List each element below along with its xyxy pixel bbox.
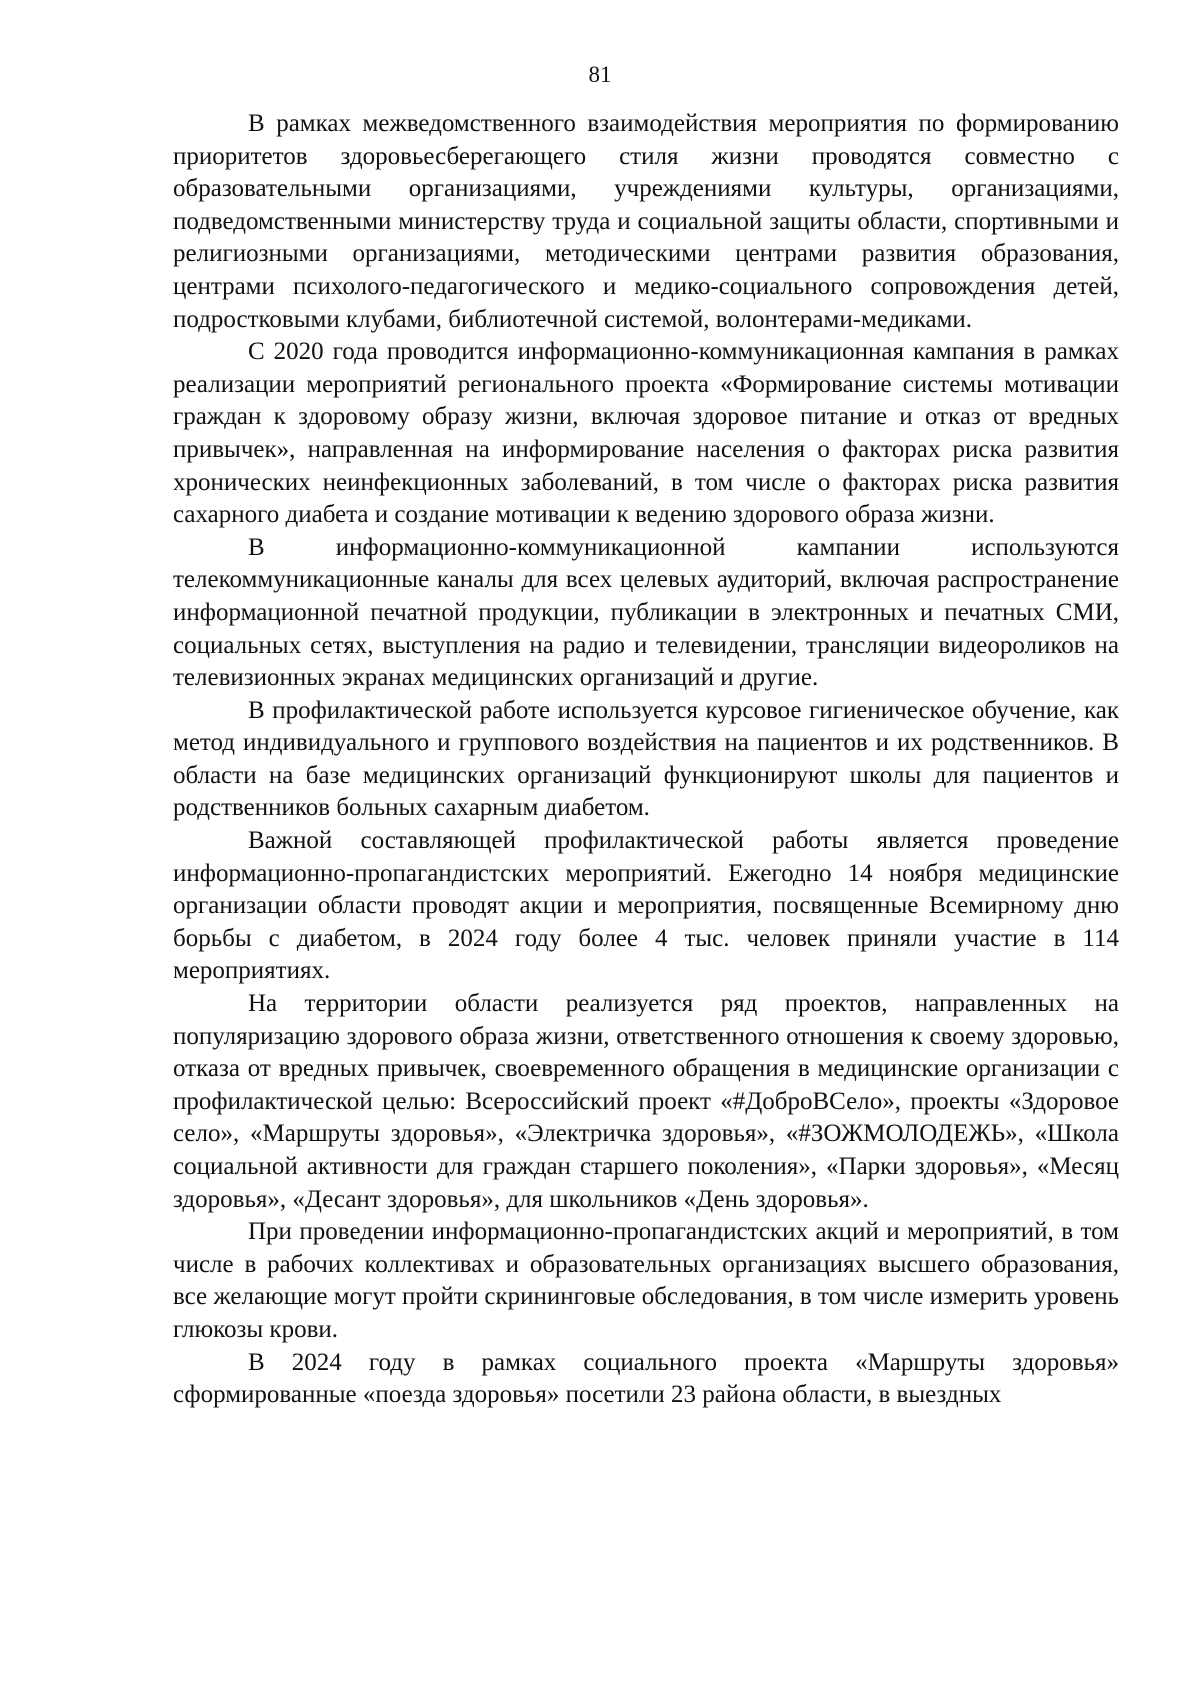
paragraph-hygienic-training: В профилактической работе используется курсовое гигиеническое обучение, как метод индивидуального и группового воздействия на пациентов и их родственников. В области на базе медицинских организаций функционируют школы для пациентов и родственников больных сахарным диабетом. (173, 696, 1119, 822)
paragraph-communication-channels: В информационно-коммуникационной кампании используются телекоммуникационные каналы для всех целевых аудиторий, включая распространение информационной печатной продукции, публикации в электронных и печатных СМИ, социальных сетях, выступления на радио и телевидении, трансляции видеороликов на телевизионных экранах медицинских организаций и другие. (173, 533, 1119, 692)
paragraph-information-campaign: С 2020 года проводится информационно-коммуникационная кампания в рамках реализации мероприятий регионального проекта «Формирование системы мотивации граждан к здоровому образу жизни, включая здоровое питание и отказ от вредных привычек», направленная на информирование населения о факторах риска развития хронических неинфекционных заболеваний, в том числе о факторах риска развития сахарного диабета и создание мотивации к ведению здорового образа жизни. (173, 338, 1119, 529)
paragraph-health-projects: На территории области реализуется ряд проектов, направленных на популяризацию здорового образа жизни, ответственного отношения к своему здоровью, отказа от вредных привычек, своевременного обращения в медицинские организации с профилактической целью: Всероссийский проект «#ДоброВСело», проекты «Здоровое село», «Маршруты здоровья», «Электричка здоровья», «#ЗОЖМОЛОДЕЖЬ», «Школа социальной активности для граждан старшего поколения», «Парки здоровья», «Месяц здоровья», «Десант здоровья», для школьников «День здоровья». (173, 990, 1119, 1213)
paragraph-diabetes-day-events: Важной составляющей профилактической работы является проведение информационно-пропагандистских мероприятий. Ежегодно 14 ноября медицинские организации области проводят акции и мероприятия, посвященные Всемирному дню борьбы с диабетом, в 2024 году более 4 тыс. человек приняли участие в 114 мероприятиях. (173, 827, 1119, 985)
paragraph-screening: При проведении информационно-пропагандистских акций и мероприятий, в том числе в рабочих коллективах и образовательных организациях высшего образования, все желающие могут пройти скрининговые обследования, в том числе измерить уровень глюкозы крови. (173, 1218, 1119, 1343)
paragraph-health-routes: В 2024 году в рамках социального проекта «Маршруты здоровья» сформированные «поезда здоровья» посетили 23 района области, в выездных (173, 1348, 1119, 1409)
page-number: 81 (588, 62, 612, 87)
paragraph-interagency-cooperation: В рамках межведомственного взаимодействия мероприятия по формированию приоритетов здоровьесберегающего стиля жизни проводятся совместно с образовательными организациями, учреждениями культуры, организациями, подведомственными министерству труда и социальной защиты области, спортивными и религиозными организациями, методическими центрами развития образования, центрами психолого-педагогического и медико-социального сопровождения детей, подростковыми клубами, библиотечной системой, волонтерами-медиками. (173, 110, 1119, 333)
document-body (173, 108, 1119, 1412)
